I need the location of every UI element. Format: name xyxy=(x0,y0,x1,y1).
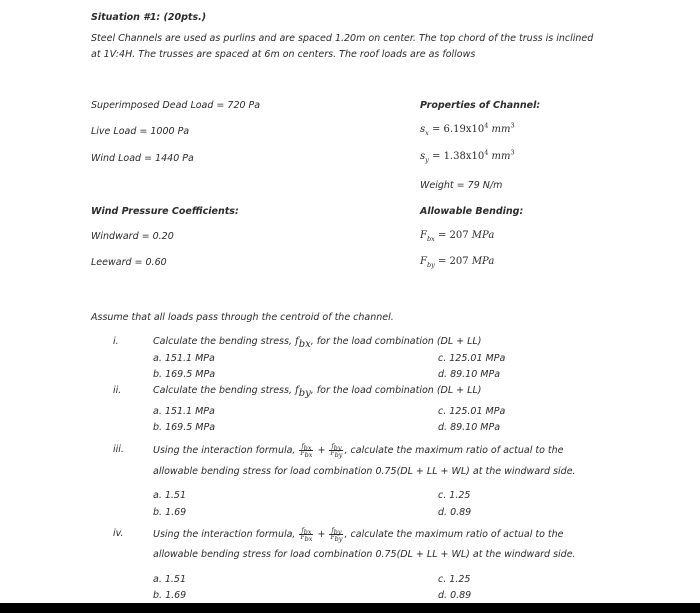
option-c: c. 1.25 xyxy=(438,490,471,501)
option-d: d. 89.10 MPa xyxy=(438,422,501,433)
option-b: b. 1.69 xyxy=(153,507,187,518)
interaction-formula: $\frac{f_{bx}}{F_{bx}}$ xyxy=(300,443,313,460)
dead-load: Superimposed Dead Load = 720 Pa xyxy=(91,100,261,111)
question-text-line-2: allowable bending stress for load combination 0.75(DL + LL + WL) at the windward side. xyxy=(153,466,576,477)
option-d: d. 0.89 xyxy=(438,507,472,518)
option-b: b. 1.69 xyxy=(153,590,187,601)
section-modulus-y: $s_y = 1.38x10^4$ $mm^3$ xyxy=(420,148,515,164)
section-modulus-x: $s_x = 6.19x10^4$ $mm^3$ xyxy=(420,121,515,137)
wind-coeff-heading: Wind Pressure Coefficients: xyxy=(91,206,239,217)
windward-coeff: Windward = 0.20 xyxy=(91,231,174,242)
channel-weight: Weight = 79 N/m xyxy=(420,180,503,191)
question-number: iii. xyxy=(113,444,124,455)
option-a: a. 151.1 MPa xyxy=(153,353,215,364)
wind-load: Wind Load = 1440 Pa xyxy=(91,153,194,164)
question-number: i. xyxy=(113,336,119,347)
question-text: Using the interaction formula, $\frac{f_{bx}}{F_{bx}}$ + $\frac{f_{by}}{F_{by}}$ , calculate the maximum ratio of actual to the xyxy=(153,443,564,460)
question-text-line-2: allowable bending stress for load combination 0.75(DL + LL + WL) at the windward side. xyxy=(153,549,576,560)
option-c: c. 125.01 MPa xyxy=(438,406,506,417)
option-d: d. 0.89 xyxy=(438,590,472,601)
option-d: d. 89.10 MPa xyxy=(438,369,501,380)
option-b: b. 169.5 MPa xyxy=(153,422,216,433)
question-text: Calculate the bending stress, $f_{bx}$, for the load combination (DL + LL) xyxy=(153,336,482,350)
option-a: a. 1.51 xyxy=(153,490,187,501)
assumption-text: Assume that all loads pass through the centroid of the channel. xyxy=(91,312,394,323)
question-number: iv. xyxy=(113,528,124,539)
option-b: b. 169.5 MPa xyxy=(153,369,216,380)
option-c: c. 125.01 MPa xyxy=(438,353,506,364)
question-text: Using the interaction formula, $\frac{f_{bx}}{F_{bx}}$ + $\frac{f_{by}}{F_{by}}$ , calculate the maximum ratio of actual to the xyxy=(153,527,564,544)
allowable-heading: Allowable Bending: xyxy=(420,206,524,217)
option-c: c. 1.25 xyxy=(438,574,471,585)
bottom-edge-bar xyxy=(0,603,700,613)
situation-title: Situation #1: (20pts.) xyxy=(91,12,207,23)
option-a: a. 1.51 xyxy=(153,574,187,585)
leeward-coeff: Leeward = 0.60 xyxy=(91,257,167,268)
allowable-fby: $F_{by} = 207$ MPa xyxy=(420,256,495,269)
interaction-formula: $\frac{f_{bx}}{F_{bx}}$ xyxy=(300,527,313,544)
intro-line-2: at 1V:4H. The trusses are spaced at 6m on centers. The roof loads are as follows xyxy=(91,49,476,60)
intro-line-1: Steel Channels are used as purlins and are spaced 1.20m on center. The top chord of the truss is inclined xyxy=(91,33,594,44)
live-load: Live Load = 1000 Pa xyxy=(91,126,190,137)
properties-heading: Properties of Channel: xyxy=(420,100,541,111)
question-text: Calculate the bending stress, $f_{by}$, for the load combination (DL + LL) xyxy=(153,385,482,399)
allowable-fbx: $F_{bx} = 207$ MPa xyxy=(420,230,495,243)
question-number: ii. xyxy=(113,385,122,396)
option-a: a. 151.1 MPa xyxy=(153,406,215,417)
